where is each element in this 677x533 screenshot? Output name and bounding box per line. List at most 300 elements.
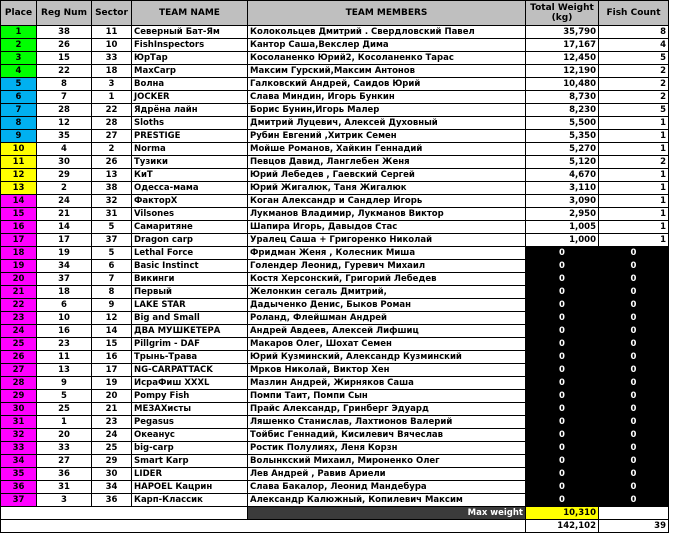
- place-cell[interactable]: 32: [1, 429, 37, 442]
- max-weight-value[interactable]: 10,310: [526, 507, 599, 520]
- sector-cell[interactable]: 16: [92, 351, 132, 364]
- place-cell[interactable]: 36: [1, 481, 37, 494]
- fish-count-cell[interactable]: 1: [599, 234, 669, 247]
- team-name-cell[interactable]: Ядрёна лайн: [132, 104, 248, 117]
- sector-cell[interactable]: 14: [92, 325, 132, 338]
- team-name-cell[interactable]: big-carp: [132, 442, 248, 455]
- table-row: [1, 416, 669, 429]
- team-members-cell[interactable]: Макаров Олег, Шохат Семен: [248, 338, 526, 351]
- place-cell[interactable]: 37: [1, 494, 37, 507]
- reg-num-cell[interactable]: 28: [37, 104, 92, 117]
- table-row: [1, 208, 669, 221]
- sector-cell[interactable]: 1: [92, 91, 132, 104]
- reg-num-cell[interactable]: 21: [37, 208, 92, 221]
- reg-num-cell[interactable]: 26: [37, 39, 92, 52]
- team-members-cell[interactable]: Коган Александр и Сандлер Игорь: [248, 195, 526, 208]
- total-weight-cell[interactable]: 17,167: [526, 39, 599, 52]
- team-members-cell[interactable]: Шапира Игорь, Давыдов Стас: [248, 221, 526, 234]
- fish-count-cell[interactable]: 1: [599, 182, 669, 195]
- fish-count-cell[interactable]: 0: [599, 429, 669, 442]
- fish-count-cell[interactable]: 1: [599, 130, 669, 143]
- fish-count-cell[interactable]: 0: [599, 494, 669, 507]
- sector-cell[interactable]: 2: [92, 143, 132, 156]
- header-team-name[interactable]: TEAM NAME: [132, 1, 248, 26]
- total-weight-cell[interactable]: 0: [526, 325, 599, 338]
- team-members-cell[interactable]: Рубин Евгений ,Хитрик Семен: [248, 130, 526, 143]
- table-row: [1, 169, 669, 182]
- fish-count-cell[interactable]: 0: [599, 377, 669, 390]
- reg-num-cell[interactable]: 37: [37, 273, 92, 286]
- place-cell[interactable]: 27: [1, 364, 37, 377]
- fish-count-cell[interactable]: 5: [599, 52, 669, 65]
- place-cell[interactable]: 33: [1, 442, 37, 455]
- team-name-cell[interactable]: ЮрТар: [132, 52, 248, 65]
- team-members-cell[interactable]: Помпи Таит, Помпи Сын: [248, 390, 526, 403]
- table-row: [1, 312, 669, 325]
- team-members-cell[interactable]: Дадыченко Денис, Быков Роман: [248, 299, 526, 312]
- fish-count-cell[interactable]: 0: [599, 403, 669, 416]
- reg-num-cell[interactable]: 23: [37, 338, 92, 351]
- place-cell[interactable]: 35: [1, 468, 37, 481]
- table-row: [1, 234, 669, 247]
- sector-cell[interactable]: 33: [92, 52, 132, 65]
- team-name-cell[interactable]: Pompy Fish: [132, 390, 248, 403]
- reg-num-cell[interactable]: 14: [37, 221, 92, 234]
- place-cell[interactable]: 11: [1, 156, 37, 169]
- table-row: [1, 429, 669, 442]
- place-cell[interactable]: 17: [1, 234, 37, 247]
- team-members-cell[interactable]: Андрей Авдеев, Алексей Лифшиц: [248, 325, 526, 338]
- team-members-cell[interactable]: Певцов Давид, Ланглебен Женя: [248, 156, 526, 169]
- table-row: [1, 260, 669, 273]
- totals-spacer: [1, 520, 526, 533]
- total-weight-cell[interactable]: 0: [526, 299, 599, 312]
- reg-num-cell[interactable]: 24: [37, 195, 92, 208]
- team-members-cell[interactable]: Костя Херсонский, Григорий Лебедев: [248, 273, 526, 286]
- team-name-cell[interactable]: JOCKER: [132, 91, 248, 104]
- sector-cell[interactable]: 21: [92, 403, 132, 416]
- team-members-cell[interactable]: Ляшенко Станислав, Лахтионов Валерий: [248, 416, 526, 429]
- team-members-cell[interactable]: Мрков Николай, Виктор Хен: [248, 364, 526, 377]
- table-row: [1, 130, 669, 143]
- sector-cell[interactable]: 27: [92, 130, 132, 143]
- team-members-cell[interactable]: Дмитрий Луцевич, Алексей Духовный: [248, 117, 526, 130]
- team-members-cell[interactable]: Волынкский Михаил, Мироненко Олег: [248, 455, 526, 468]
- team-members-cell[interactable]: Борис Бунин,Игорь Малер: [248, 104, 526, 117]
- team-name-cell[interactable]: Северный Бат-Ям: [132, 26, 248, 39]
- team-name-cell[interactable]: Первый: [132, 286, 248, 299]
- fish-count-cell[interactable]: 1: [599, 208, 669, 221]
- team-members-cell[interactable]: Юрий Жигалюк, Таня Жигалюк: [248, 182, 526, 195]
- team-name-cell[interactable]: LAKE STAR: [132, 299, 248, 312]
- place-cell[interactable]: 22: [1, 299, 37, 312]
- max-weight-label[interactable]: Max weight: [248, 507, 526, 520]
- fish-count-cell[interactable]: 0: [599, 364, 669, 377]
- total-weight-value[interactable]: 142,102: [526, 520, 599, 533]
- fish-count-cell[interactable]: 1: [599, 195, 669, 208]
- fish-count-cell[interactable]: 2: [599, 78, 669, 91]
- total-weight-cell[interactable]: 0: [526, 455, 599, 468]
- table-row: [1, 26, 669, 39]
- total-weight-cell[interactable]: 0: [526, 390, 599, 403]
- table-row: [1, 403, 669, 416]
- place-cell[interactable]: 4: [1, 65, 37, 78]
- reg-num-cell[interactable]: 29: [37, 169, 92, 182]
- total-weight-cell[interactable]: 3,110: [526, 182, 599, 195]
- team-name-cell[interactable]: ФакторX: [132, 195, 248, 208]
- team-members-cell[interactable]: Роланд, Флейшман Андрей: [248, 312, 526, 325]
- fish-count-cell[interactable]: 1: [599, 221, 669, 234]
- table-row: [1, 455, 669, 468]
- team-members-cell[interactable]: Кантор Саша,Векслер Дима: [248, 39, 526, 52]
- total-weight-cell[interactable]: 1,000: [526, 234, 599, 247]
- place-cell[interactable]: 16: [1, 221, 37, 234]
- team-members-cell[interactable]: Галковский Андрей, Саидов Юрий: [248, 78, 526, 91]
- sector-cell[interactable]: 15: [92, 338, 132, 351]
- place-cell[interactable]: 29: [1, 390, 37, 403]
- team-name-cell[interactable]: ДВА МУШКЕТЕРА: [132, 325, 248, 338]
- total-weight-cell[interactable]: 0: [526, 416, 599, 429]
- table-row: [1, 247, 669, 260]
- table-row: [1, 39, 669, 52]
- place-cell[interactable]: 9: [1, 130, 37, 143]
- reg-num-cell[interactable]: 22: [37, 65, 92, 78]
- total-weight-cell[interactable]: 12,190: [526, 65, 599, 78]
- fish-count-cell[interactable]: 0: [599, 286, 669, 299]
- team-name-cell[interactable]: Тузики: [132, 156, 248, 169]
- fish-count-cell[interactable]: 0: [599, 260, 669, 273]
- reg-num-cell[interactable]: 27: [37, 455, 92, 468]
- table-row: [1, 299, 669, 312]
- sector-cell[interactable]: 7: [92, 273, 132, 286]
- place-cell[interactable]: 21: [1, 286, 37, 299]
- fish-count-cell[interactable]: 1: [599, 143, 669, 156]
- sector-cell[interactable]: 11: [92, 26, 132, 39]
- total-weight-cell[interactable]: 0: [526, 403, 599, 416]
- reg-num-cell[interactable]: 10: [37, 312, 92, 325]
- place-cell[interactable]: 34: [1, 455, 37, 468]
- team-members-cell[interactable]: Ростик Полулиях, Леня Корзн: [248, 442, 526, 455]
- team-members-cell[interactable]: Косоланенко Юрий2, Косоланенко Тарас: [248, 52, 526, 65]
- team-members-cell[interactable]: Лукманов Владимир, Лукманов Виктор: [248, 208, 526, 221]
- team-members-cell[interactable]: Колокольцев Дмитрий . Свердловский Павел: [248, 26, 526, 39]
- table-row: [1, 195, 669, 208]
- total-weight-cell[interactable]: 0: [526, 494, 599, 507]
- reg-num-cell[interactable]: 7: [37, 91, 92, 104]
- place-cell[interactable]: 19: [1, 260, 37, 273]
- team-name-cell[interactable]: Волна: [132, 78, 248, 91]
- team-members-cell[interactable]: Мазлин Андрей, Жирняков Саша: [248, 377, 526, 390]
- place-cell[interactable]: 5: [1, 78, 37, 91]
- fish-count-cell[interactable]: 0: [599, 273, 669, 286]
- fish-count-cell[interactable]: 0: [599, 325, 669, 338]
- team-name-cell[interactable]: Pegasus: [132, 416, 248, 429]
- team-name-cell[interactable]: ИсраФиш XXXL: [132, 377, 248, 390]
- reg-num-cell[interactable]: 20: [37, 429, 92, 442]
- sector-cell[interactable]: 18: [92, 65, 132, 78]
- reg-num-cell[interactable]: 6: [37, 299, 92, 312]
- total-weight-cell[interactable]: 0: [526, 247, 599, 260]
- total-weight-cell[interactable]: 0: [526, 260, 599, 273]
- team-name-cell[interactable]: Smart Karp: [132, 455, 248, 468]
- fish-count-cell[interactable]: 0: [599, 468, 669, 481]
- table-row: [1, 221, 669, 234]
- team-name-cell[interactable]: Basic Instinct: [132, 260, 248, 273]
- team-name-cell[interactable]: Big and Small: [132, 312, 248, 325]
- sector-cell[interactable]: 19: [92, 377, 132, 390]
- fish-count-cell[interactable]: 0: [599, 351, 669, 364]
- fish-count-cell[interactable]: 5: [599, 104, 669, 117]
- total-weight-cell[interactable]: 0: [526, 377, 599, 390]
- reg-num-cell[interactable]: 1: [37, 416, 92, 429]
- place-cell[interactable]: 1: [1, 26, 37, 39]
- reg-num-cell[interactable]: 8: [37, 78, 92, 91]
- team-members-cell[interactable]: Лев Андрей , Равив Ариели: [248, 468, 526, 481]
- reg-num-cell[interactable]: 12: [37, 117, 92, 130]
- reg-num-cell[interactable]: 30: [37, 156, 92, 169]
- place-cell[interactable]: 25: [1, 338, 37, 351]
- header-place[interactable]: Place: [1, 1, 37, 26]
- table-row: [1, 273, 669, 286]
- total-weight-cell[interactable]: 0: [526, 338, 599, 351]
- team-members-cell[interactable]: Юрий Кузминский, Александр Кузминский: [248, 351, 526, 364]
- reg-num-cell[interactable]: 17: [37, 234, 92, 247]
- reg-num-cell[interactable]: 36: [37, 468, 92, 481]
- total-weight-cell[interactable]: 0: [526, 273, 599, 286]
- team-name-cell[interactable]: LIDER: [132, 468, 248, 481]
- table-row: [1, 390, 669, 403]
- team-members-cell[interactable]: Юрий Лебедев , Гаевский Сергей: [248, 169, 526, 182]
- sector-cell[interactable]: 8: [92, 286, 132, 299]
- team-name-cell[interactable]: Одесса-мама: [132, 182, 248, 195]
- team-members-cell[interactable]: Слава Бакалор, Леонид Мандебура: [248, 481, 526, 494]
- team-members-cell[interactable]: Мойше Романов, Хайкин Геннадий: [248, 143, 526, 156]
- table-row: [1, 65, 669, 78]
- total-fish-value[interactable]: 39: [599, 520, 669, 533]
- place-cell[interactable]: 6: [1, 91, 37, 104]
- sector-cell[interactable]: 28: [92, 117, 132, 130]
- place-cell[interactable]: 15: [1, 208, 37, 221]
- total-weight-cell[interactable]: 0: [526, 286, 599, 299]
- reg-num-cell[interactable]: 5: [37, 390, 92, 403]
- sector-cell[interactable]: 31: [92, 208, 132, 221]
- reg-num-cell[interactable]: 2: [37, 182, 92, 195]
- total-weight-cell[interactable]: 0: [526, 442, 599, 455]
- sector-cell[interactable]: 24: [92, 429, 132, 442]
- team-members-cell[interactable]: Прайс Александр, Гринберг Эдуард: [248, 403, 526, 416]
- fish-count-cell[interactable]: 0: [599, 416, 669, 429]
- team-name-cell[interactable]: MaxCarp: [132, 65, 248, 78]
- total-weight-cell[interactable]: 0: [526, 312, 599, 325]
- place-cell[interactable]: 18: [1, 247, 37, 260]
- reg-num-cell[interactable]: 34: [37, 260, 92, 273]
- sector-cell[interactable]: 9: [92, 299, 132, 312]
- table-row: [1, 494, 669, 507]
- sector-cell[interactable]: 5: [92, 221, 132, 234]
- reg-num-cell[interactable]: 9: [37, 377, 92, 390]
- team-members-cell[interactable]: Максим Гурский,Максим Антонов: [248, 65, 526, 78]
- place-cell[interactable]: 10: [1, 143, 37, 156]
- fish-count-cell[interactable]: 0: [599, 312, 669, 325]
- total-weight-cell[interactable]: 0: [526, 351, 599, 364]
- team-name-cell[interactable]: Vilsones: [132, 208, 248, 221]
- fish-count-cell[interactable]: 2: [599, 156, 669, 169]
- sector-cell[interactable]: 22: [92, 104, 132, 117]
- fish-count-cell[interactable]: 2: [599, 91, 669, 104]
- team-name-cell[interactable]: Викинги: [132, 273, 248, 286]
- sector-cell[interactable]: 6: [92, 260, 132, 273]
- team-name-cell[interactable]: МЕЗАХисты: [132, 403, 248, 416]
- team-name-cell[interactable]: Самаритяне: [132, 221, 248, 234]
- sector-cell[interactable]: 12: [92, 312, 132, 325]
- team-members-cell[interactable]: Уралец Саша + Григоренко Николай: [248, 234, 526, 247]
- total-weight-cell[interactable]: 1,005: [526, 221, 599, 234]
- team-members-cell[interactable]: Александр Калюжный, Копилевич Максим: [248, 494, 526, 507]
- sector-cell[interactable]: 38: [92, 182, 132, 195]
- total-weight-cell[interactable]: 5,270: [526, 143, 599, 156]
- header-team-members[interactable]: TEAM MEMBERS: [248, 1, 526, 26]
- sector-cell[interactable]: 5: [92, 247, 132, 260]
- table-row: [1, 338, 669, 351]
- fish-count-cell[interactable]: 1: [599, 117, 669, 130]
- team-name-cell[interactable]: HAPOEL Кацрин: [132, 481, 248, 494]
- total-weight-cell[interactable]: 35,790: [526, 26, 599, 39]
- table-row: [1, 182, 669, 195]
- reg-num-cell[interactable]: 3: [37, 494, 92, 507]
- total-weight-cell[interactable]: 12,450: [526, 52, 599, 65]
- team-name-cell[interactable]: Трынь-Трава: [132, 351, 248, 364]
- place-cell[interactable]: 26: [1, 351, 37, 364]
- reg-num-cell[interactable]: 33: [37, 442, 92, 455]
- fish-count-cell[interactable]: 4: [599, 39, 669, 52]
- place-cell[interactable]: 13: [1, 182, 37, 195]
- team-name-cell[interactable]: Sloths: [132, 117, 248, 130]
- sector-cell[interactable]: 13: [92, 169, 132, 182]
- team-name-cell[interactable]: КиТ: [132, 169, 248, 182]
- reg-num-cell[interactable]: 16: [37, 325, 92, 338]
- place-cell[interactable]: 30: [1, 403, 37, 416]
- header-total-weight[interactable]: Total Weight (kg): [526, 1, 599, 26]
- total-weight-cell[interactable]: 8,730: [526, 91, 599, 104]
- team-members-cell[interactable]: Голендер Леонид, Гуревич Михаил: [248, 260, 526, 273]
- place-cell[interactable]: 14: [1, 195, 37, 208]
- sector-cell[interactable]: 29: [92, 455, 132, 468]
- sector-cell[interactable]: 26: [92, 156, 132, 169]
- total-weight-cell[interactable]: 5,120: [526, 156, 599, 169]
- reg-num-cell[interactable]: 4: [37, 143, 92, 156]
- team-members-cell[interactable]: Тойбис Геннадий, Кисилевич Вячеслав: [248, 429, 526, 442]
- place-cell[interactable]: 2: [1, 39, 37, 52]
- team-name-cell[interactable]: NG-CARPATTACK: [132, 364, 248, 377]
- reg-num-cell[interactable]: 38: [37, 26, 92, 39]
- table-row: [1, 286, 669, 299]
- sector-cell[interactable]: 30: [92, 468, 132, 481]
- total-weight-cell[interactable]: 8,230: [526, 104, 599, 117]
- total-weight-cell[interactable]: 5,500: [526, 117, 599, 130]
- total-weight-cell[interactable]: 0: [526, 429, 599, 442]
- sector-cell[interactable]: 23: [92, 416, 132, 429]
- sector-cell[interactable]: 3: [92, 78, 132, 91]
- reg-num-cell[interactable]: 31: [37, 481, 92, 494]
- table-row: [1, 91, 669, 104]
- fish-count-cell[interactable]: 0: [599, 455, 669, 468]
- sector-cell[interactable]: 25: [92, 442, 132, 455]
- place-cell[interactable]: 23: [1, 312, 37, 325]
- total-weight-cell[interactable]: 2,950: [526, 208, 599, 221]
- reg-num-cell[interactable]: 25: [37, 403, 92, 416]
- total-weight-cell[interactable]: 10,480: [526, 78, 599, 91]
- header-reg-num[interactable]: Reg Num: [37, 1, 92, 26]
- sector-cell[interactable]: 36: [92, 494, 132, 507]
- total-weight-cell[interactable]: 5,350: [526, 130, 599, 143]
- team-name-cell[interactable]: Карп-Классик: [132, 494, 248, 507]
- sector-cell[interactable]: 17: [92, 364, 132, 377]
- place-cell[interactable]: 24: [1, 325, 37, 338]
- fish-count-cell[interactable]: 8: [599, 26, 669, 39]
- place-cell[interactable]: 3: [1, 52, 37, 65]
- max-weight-empty[interactable]: [599, 507, 669, 520]
- header-sector[interactable]: Sector: [92, 1, 132, 26]
- sector-cell[interactable]: 37: [92, 234, 132, 247]
- reg-num-cell[interactable]: 13: [37, 364, 92, 377]
- reg-num-cell[interactable]: 18: [37, 286, 92, 299]
- totals-row: [1, 520, 669, 533]
- team-members-cell[interactable]: Фридман Женя , Колесник Миша: [248, 247, 526, 260]
- place-cell[interactable]: 7: [1, 104, 37, 117]
- fish-count-cell[interactable]: 0: [599, 442, 669, 455]
- team-name-cell[interactable]: PRESTIGE: [132, 130, 248, 143]
- max-weight-row: [1, 507, 669, 520]
- reg-num-cell[interactable]: 15: [37, 52, 92, 65]
- sector-cell[interactable]: 32: [92, 195, 132, 208]
- fish-count-cell[interactable]: 0: [599, 481, 669, 494]
- place-cell[interactable]: 12: [1, 169, 37, 182]
- fish-count-cell[interactable]: 0: [599, 338, 669, 351]
- reg-num-cell[interactable]: 35: [37, 130, 92, 143]
- total-weight-cell[interactable]: 0: [526, 468, 599, 481]
- fish-count-cell[interactable]: 1: [599, 169, 669, 182]
- reg-num-cell[interactable]: 11: [37, 351, 92, 364]
- place-cell[interactable]: 20: [1, 273, 37, 286]
- team-name-cell[interactable]: Lethal Force: [132, 247, 248, 260]
- sector-cell[interactable]: 10: [92, 39, 132, 52]
- team-members-cell[interactable]: Слава Миндин, Игорь Бункин: [248, 91, 526, 104]
- team-members-cell[interactable]: Желонкин сегаль Дмитрий,: [248, 286, 526, 299]
- reg-num-cell[interactable]: 19: [37, 247, 92, 260]
- total-weight-cell[interactable]: 3,090: [526, 195, 599, 208]
- fish-count-cell[interactable]: 2: [599, 65, 669, 78]
- fish-count-cell[interactable]: 0: [599, 247, 669, 260]
- fish-count-cell[interactable]: 0: [599, 299, 669, 312]
- sector-cell[interactable]: 20: [92, 390, 132, 403]
- team-name-cell[interactable]: Океанус: [132, 429, 248, 442]
- fish-count-cell[interactable]: 0: [599, 390, 669, 403]
- place-cell[interactable]: 8: [1, 117, 37, 130]
- place-cell[interactable]: 28: [1, 377, 37, 390]
- total-weight-cell[interactable]: 4,670: [526, 169, 599, 182]
- team-name-cell[interactable]: FishInspectors: [132, 39, 248, 52]
- team-name-cell[interactable]: Pillgrim - DAF: [132, 338, 248, 351]
- table-row: [1, 78, 669, 91]
- team-name-cell[interactable]: Dragon carp: [132, 234, 248, 247]
- table-body: [1, 26, 669, 507]
- team-name-cell[interactable]: Norma: [132, 143, 248, 156]
- place-cell[interactable]: 31: [1, 416, 37, 429]
- total-weight-cell[interactable]: 0: [526, 364, 599, 377]
- sector-cell[interactable]: 34: [92, 481, 132, 494]
- header-fish-count[interactable]: Fish Count: [599, 1, 669, 26]
- total-weight-cell[interactable]: 0: [526, 481, 599, 494]
